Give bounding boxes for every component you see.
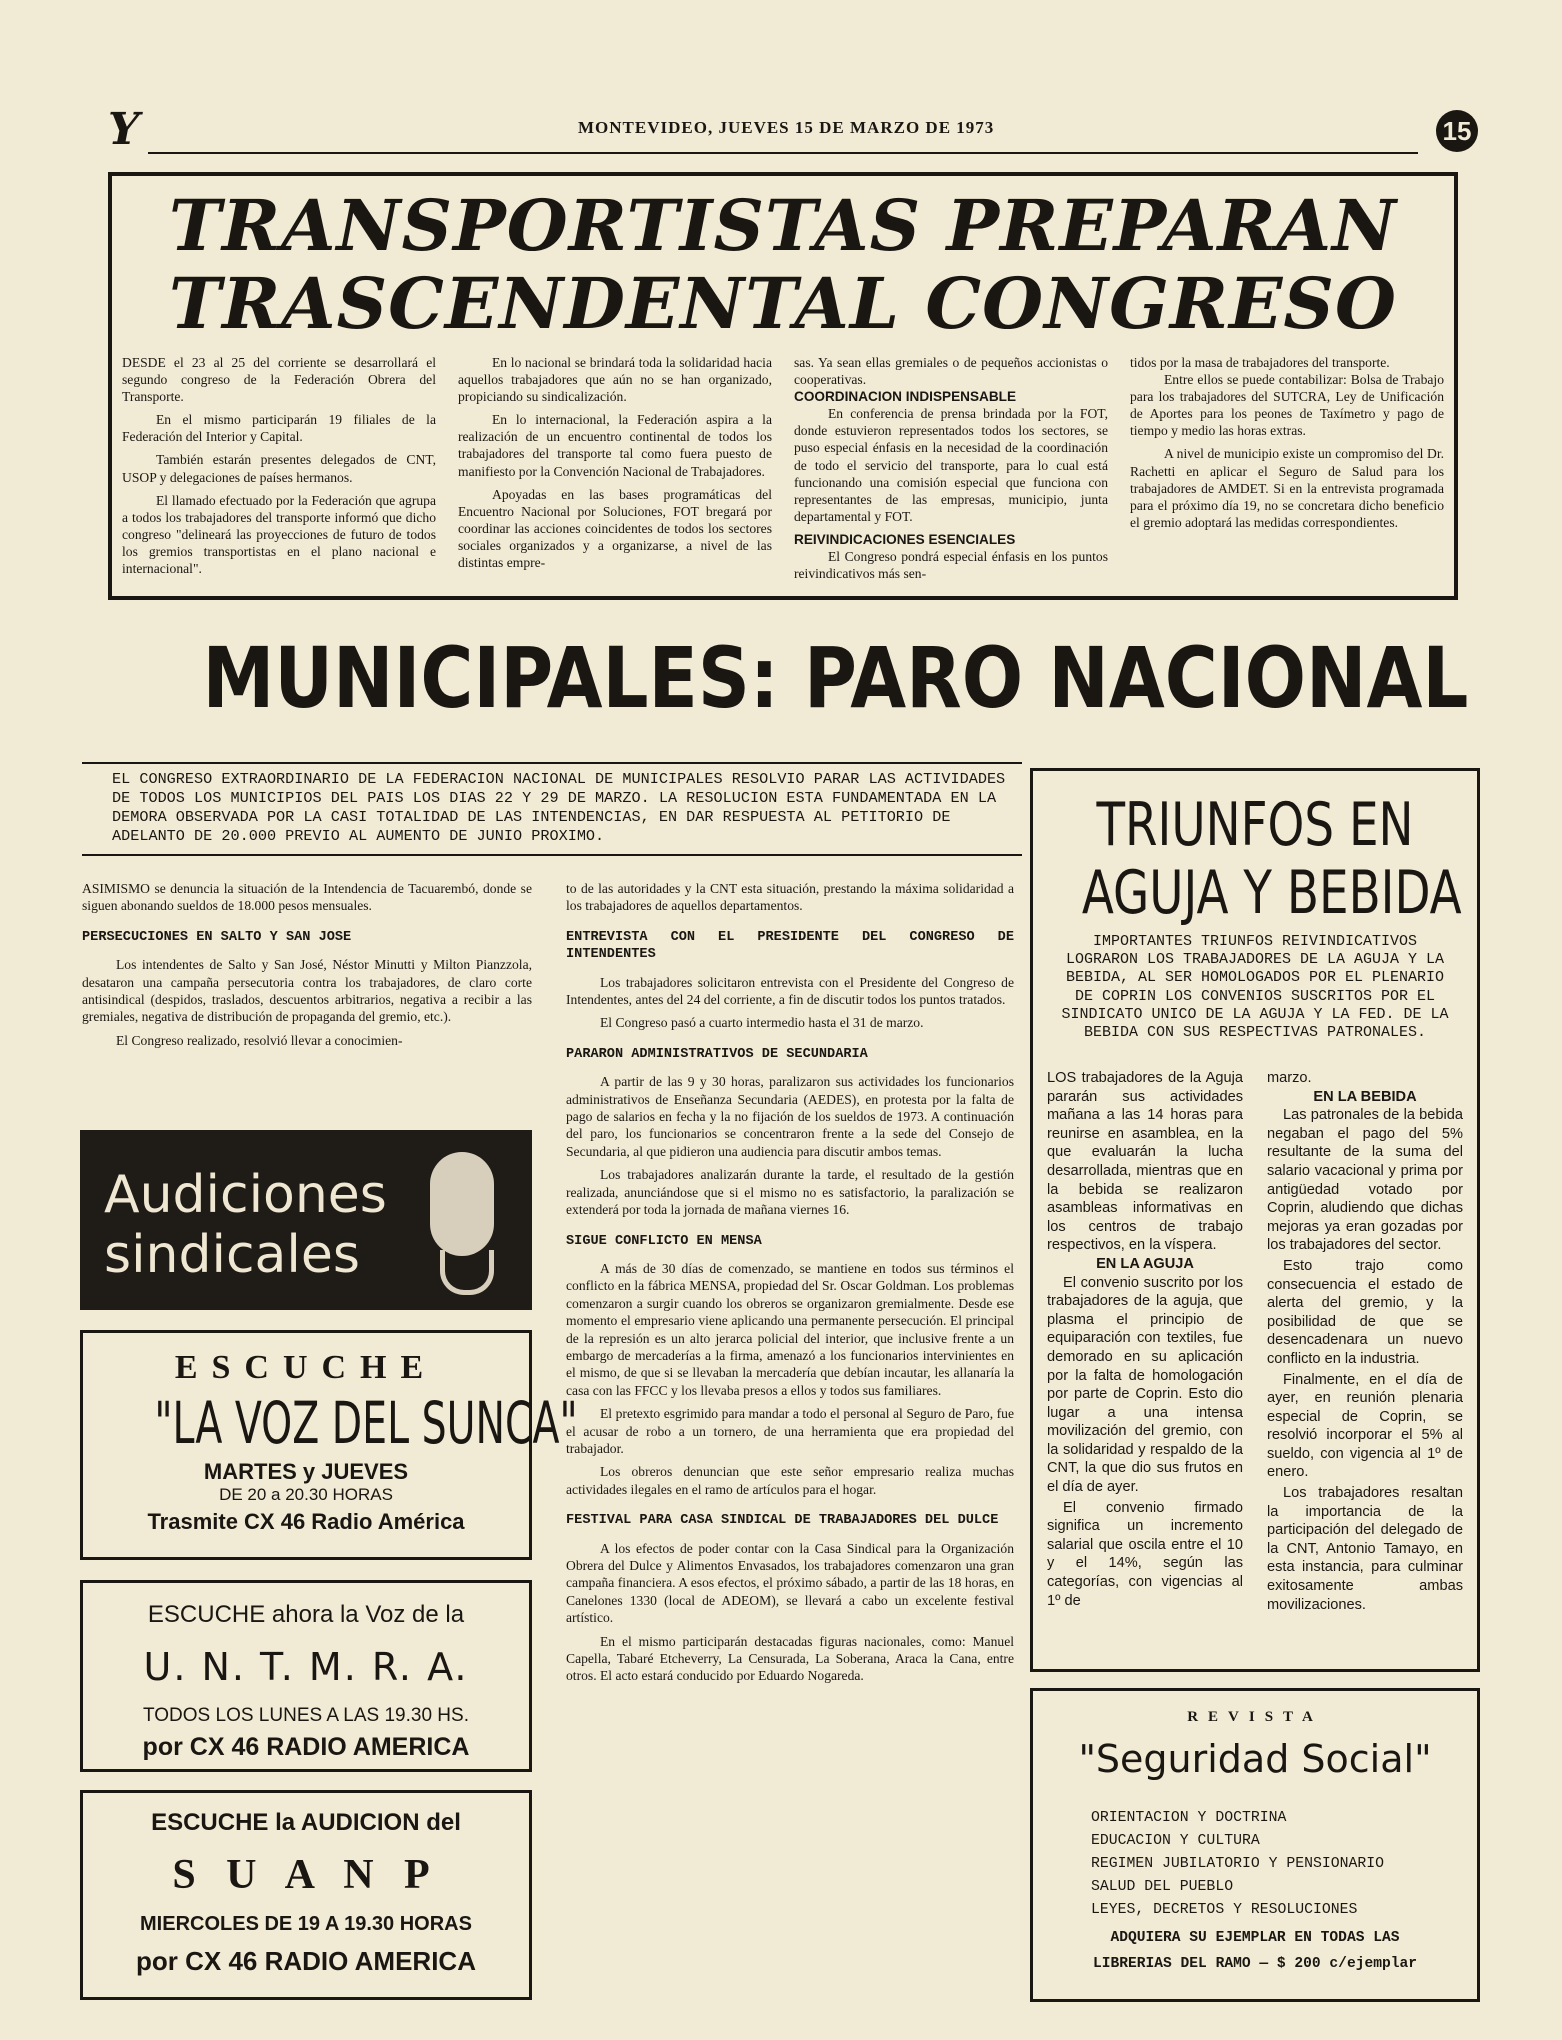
column-1 [122, 354, 436, 588]
headline-line-2: AGUJA Y BEBIDA [1081, 858, 1462, 928]
audiciones-ad [80, 1130, 532, 1310]
microphone-stand-icon [440, 1250, 494, 1295]
ad-topic: LEYES, DECRETOS Y RESOLUCIONES [1091, 1902, 1358, 1918]
subheading: COORDINACION INDISPENSABLE [794, 389, 1017, 405]
paragraph: Entre ellos se puede contabilizar: Bolsa de Trabajo para los trabajadores del SUTCRA, Ley de Unificación de Aportes para los peones de Taxímetro y pago de tiempo y medio las horas extras. [1130, 372, 1444, 439]
article-columns [122, 354, 1444, 588]
column-3 [794, 354, 1108, 588]
triunfos-article [1030, 768, 1480, 1672]
ad-line: DE 20 a 20.30 HORAS [219, 1485, 393, 1504]
triunfos-lead: IMPORTANTES TRIUNFOS REIVINDICATIVOS LOGRARON LOS TRABAJADORES DE LA AGUJA Y LA BEBIDA, AL SER HOMOLOGADOS POR EL PLENARIO DE COPRIN LOS CONVENIOS SUSCRITOS POR EL SINDICATO UNICO DE LA AGUJA Y LA FED. DE LA BEBIDA CON SUS RESPECTIVAS PATRONALES. [1061, 933, 1449, 1042]
paragraph: Los obreros denuncian que este señor empresario realiza muchas actividades ilegales en el ramo de artículos para el hogar. [566, 1464, 1014, 1497]
ad-footer-line: LIBRERIAS DEL RAMO — $ 200 c/ejemplar [1092, 1956, 1418, 1972]
article-columns [1047, 1069, 1463, 1616]
column-4 [1130, 354, 1444, 588]
paragraph: El convenio firmado significa un incremento salarial que oscila entre el 10 y el 14%, según las categorías, con vigencias al 1º de [1047, 1499, 1243, 1609]
ad-topic: SALUD DEL PUEBLO [1091, 1879, 1234, 1895]
column-2 [458, 354, 772, 588]
headline-line-1: TRIUNFOS EN [1096, 790, 1414, 860]
paragraph: Apoyadas en las bases programáticas del Encuentro Nacional por Soluciones, FOT bregará por coordinar las acciones coincidentes de todos los sectores sociales organizados y a organizarse, a nivel de las distintas empre- [458, 486, 772, 571]
ad-line: por CX 46 RADIO AMERICA [136, 1946, 476, 1976]
ad-footer [1033, 1925, 1477, 1977]
paragraph: El llamado efectuado por la Federación que agrupa a todos los trabajadores del transporte informó que dicho congreso "delineará las proyecciones de futuro de todos los gremios transportistas en el plano nacional e internacional". [122, 492, 436, 577]
ad-line: ESCUCHE [174, 1349, 438, 1386]
ad-line: Audiciones [104, 1165, 387, 1225]
ad-topic: EDUCACION Y CULTURA [1091, 1833, 1260, 1849]
paragraph: A los efectos de poder contar con la Casa Sindical para la Organización Obrera del Dulce y Alimentos Envasados, los trabajadores comenzaron una gran campaña financiera. A esos efectos, el próximo sábado, a partir de las 18 horas, en Canelones 1330 (local de ADEOM), se llevará a cabo un excelente festival artístico. [566, 1540, 1014, 1626]
ad-line: U. N. T. M. R. A. [143, 1645, 469, 1689]
paragraph: En el mismo participarán destacadas figuras nacionales, como: Manuel Capella, Tabaré Etcheverry, La Censurada, La Soberana, Araca la Cana, entre otros. El acto estará conducido por Eduardo Nogareda. [566, 1633, 1014, 1684]
paragraph: Las patronales de la bebida negaban el pago del 5% resultante de la suma del salario vacacional y prima por antigüedad votado por Coprin, aludiendo que dichas mejoras ya eran gozadas por los trabajadores del sector. [1267, 1107, 1463, 1254]
paragraph: El Congreso realizado, resolvió llevar a conocimien- [116, 1032, 403, 1048]
subheading: SIGUE CONFLICTO EN MENSA [566, 1233, 762, 1249]
ad-line: ESCUCHE la AUDICION del [151, 1809, 461, 1836]
paragraph: El pretexto esgrimido para mandar a todo el personal al Seguro de Paro, fue el acusar de robo a un tornero, de una herramienta que era propiedad del trabajador. [566, 1406, 1014, 1456]
subheading: PARARON ADMINISTRATIVOS DE SECUNDARIA [566, 1046, 868, 1062]
municipales-column-b [566, 880, 1014, 1691]
ad-footer-line: ADQUIERA SU EJEMPLAR EN TODAS LAS [1110, 1930, 1400, 1946]
ad-line: ESCUCHE ahora la Voz de la [147, 1601, 465, 1628]
paragraph: DESDE el 23 al 25 del corriente se desarrollará el segundo congreso de la Federación Obrera del Transporte. [122, 355, 436, 405]
ad-line: TODOS LOS LUNES A LAS 19.30 HS. [143, 1705, 469, 1726]
paragraph: En conferencia de prensa brindada por la FOT, donde estuvieron representados todos los sectores, se puso especial énfasis en la necesidad de la coordinación de todo el servicio del transporte, para lo cual está funcionando una comisión especial que funciona con representantes de las empresas, municipio, junta departamental y FOT. [794, 406, 1108, 524]
paragraph: Los trabajadores analizarán durante la tarde, el resultado de la gestión realizada, anunciándose que si el mismo no es satisfactorio, la paralización se extenderá por toda la jornada de mañana viernes 16. [566, 1167, 1014, 1218]
paragraph: to de las autoridades y la CNT esta situación, prestando la máxima solidaridad a los trabajadores de aquellos departamentos. [566, 881, 1014, 914]
ad-tag: REVISTA [1187, 1709, 1323, 1725]
untmra-ad [80, 1580, 532, 1772]
headline-line-2: TRASCENDENTAL CONGRESO [169, 262, 1397, 345]
ad-line: Trasmite CX 46 Radio América [147, 1509, 465, 1534]
subheading: EN LA AGUJA [1096, 1255, 1194, 1272]
paragraph: Los intendentes de Salto y San José, Néstor Minutti y Milton Pianzzola, desataron una campaña persecutoria contra los trabajadores, de claro corte antisindical (despidos, traslados, descuentos arbitrarios, negativa a recibir a las gremiales, negativa de distribución de propaganda del gremio, etc.). [82, 957, 532, 1025]
ad-title: "Seguridad Social" [1078, 1737, 1432, 1781]
dateline: MONTEVIDEO, JUEVES 15 DE MARZO DE 1973 [578, 118, 995, 137]
newspaper-logo: Y [108, 104, 140, 155]
column-2 [1267, 1069, 1463, 1616]
ad-line: sindicales [104, 1225, 360, 1285]
municipales-headline: MUNICIPALES: PARO NACIONAL [202, 629, 1469, 727]
masthead-rule [148, 152, 1418, 154]
headline-line-1: TRANSPORTISTAS PREPARAN [168, 184, 1398, 267]
paragraph: En lo internacional, la Federación aspira a la realización de un encuentro continental de todos los trabajadores del transporte tal como fuera puesto de manifiesto por la Convención Nacional de Trabajadores. [458, 412, 772, 479]
municipales-lead: EL CONGRESO EXTRAORDINARIO DE LA FEDERACION NACIONAL DE MUNICIPALES RESOLVIO PARAR LAS ACTIVIDADES DE TODOS LOS MUNICIPIOS DEL PAIS LOS DIAS 22 Y 29 DE MARZO. LA RESOLUCION ESTA FUNDAMENTADA EN LA DEMORA OBSERVADA POR LA CASI TOTALIDAD DE LAS INTENDENCIAS, EN DAR RESPUESTA AL PETITORIO DE ADELANTO DE 20.000 PREVIO AL AUMENTO DE JUNIO PROXIMO. [82, 762, 1022, 856]
ad-topics [1091, 1807, 1384, 1922]
paragraph: LOS trabajadores de la Aguja pararán sus actividades mañana a las 14 horas para reunirse en asamblea, en la que evaluarán la lucha desarrollada, mientras que en la bebida se realizaron asambleas informativas en los centros de trabajo respectivos, en la víspera. [1047, 1070, 1243, 1254]
paragraph: Finalmente, en el día de ayer, en reunión plenaria especial de Coprin, se resolvió incorporar el 5% al sueldo, con vigencia al 1º de enero. [1267, 1371, 1463, 1481]
paragraph: A nivel de municipio existe un compromiso del Dr. Rachetti en aplicar el Seguro de Salud para los trabajadores de AMDET. Si en la entrevista programada para el próximo día 19, no se concretara dicho beneficio el gremio adoptará las medidas correspondientes. [1130, 446, 1444, 530]
paragraph: En el mismo participarán 19 filiales de la Federación del Interior y Capital. [122, 412, 436, 445]
paragraph: El convenio suscrito por los trabajadores de la aguja, que plasma el principio de equiparación con textiles, fue demorado en su aplicación por la falta de homologación por parte de Coprin. Esto dio lugar a una intensa movilización del gremio, con la solidaridad y respaldo de la CNT, la que dio sus frutos en el día de ayer. [1047, 1274, 1243, 1496]
paragraph: A partir de las 9 y 30 horas, paralizaron sus actividades los funcionarios administrativos de Enseñanza Secundaria (AEDES), en protesta por la falta de pago de salarios en fecha y la no fijación de los sueldos de 1973. A continuación del paro, los funcionarios se concentraron frente a la sede del Consejo de Secundaria, al que pidieron una audiencia para discutir ambos temas. [566, 1074, 1014, 1159]
ad-line: MARTES y JUEVES [203, 1459, 409, 1484]
subheading: EN LA BEBIDA [1313, 1088, 1417, 1105]
ad-line: por CX 46 RADIO AMERICA [142, 1733, 470, 1761]
sunca-ad [80, 1330, 578, 1560]
paragraph: En lo nacional se brindará toda la solidaridad hacia aquellos trabajadores que aún no se han organizado, propiciando su sindicalización. [458, 355, 772, 405]
subheading: ENTREVISTA CON EL PRESIDENTE DEL CONGRESO DE INTENDENTES [566, 929, 1014, 963]
ad-topic: ORIENTACION Y DOCTRINA [1091, 1810, 1287, 1826]
column-1 [1047, 1069, 1243, 1616]
paragraph: marzo. [1267, 1070, 1312, 1086]
suanp-ad [80, 1790, 532, 2000]
subheading: REIVINDICACIONES ESENCIALES [794, 531, 1016, 547]
ad-line: MIERCOLES DE 19 A 19.30 HORAS [140, 1913, 472, 1935]
paragraph: El Congreso pasó a cuarto intermedio hasta el 31 de marzo. [600, 1015, 924, 1031]
subheading: FESTIVAL PARA CASA SINDICAL DE TRABAJADORES DEL DULCE [566, 1513, 999, 1529]
paragraph: Los trabajadores solicitaron entrevista con el Presidente del Congreso de Intendentes, antes del 24 del corriente, a fin de discutir todos los puntos tratados. [566, 974, 1014, 1008]
ad-line: "LA VOZ DEL SUNCA" [154, 1389, 578, 1457]
paragraph: Esto trajo como consecuencia el estado de alerta del gremio, y la posibilidad de que se desencadenara un nuevo conflicto en la industria. [1267, 1257, 1463, 1367]
paragraph: ASIMISMO se denuncia la situación de la Intendencia de Tacuarembó, donde se siguen abonando sueldos de 18.000 pesos mensuales. [82, 881, 532, 914]
masthead [108, 104, 1478, 155]
paragraph: Los trabajadores resaltan la importancia de la participación del delegado de la CNT, Antonio Tamayo, en esta instancia, para culminar exitosamente ambas movilizaciones. [1267, 1485, 1463, 1613]
paragraph: También estarán presentes delegados de CNT, USOP y delegaciones de países hermanos. [122, 452, 436, 485]
transport-article [108, 172, 1458, 600]
subheading: PERSECUCIONES EN SALTO Y SAN JOSE [82, 929, 352, 945]
microphone-icon [430, 1152, 494, 1256]
paragraph: sas. Ya sean ellas gremiales o de pequeños accionistas o cooperativas. [794, 355, 1108, 388]
paragraph: tidos por la masa de trabajadores del transporte. [1130, 355, 1390, 370]
page-number: 15 [1436, 110, 1478, 152]
ad-topic: REGIMEN JUBILATORIO Y PENSIONARIO [1091, 1856, 1385, 1872]
revista-ad [1030, 1688, 1480, 2002]
municipales-column-a [82, 880, 532, 1055]
ad-line: S U A N P [172, 1852, 440, 1898]
paragraph: A más de 30 días de comenzado, se mantiene en todos sus términos el conflicto en la fábrica MENSA, propiedad del Sr. Oscar Goldman. Los problemas comenzaron a surgir cuando los obreros se organizaron gremialmente. Desde ese momento el empresario viene aplicando una permanente persecución. El principal de la represión es un alto jerarca policial del interior, que inclusive frente a un embargo de mercaderías a la firma, amenazó a los funcionarios intervinientes en el mismo, de que si se llevaban la mercadería que debían incautar, les allanaría la casa con las FFCC y los llevaba presos a ellos y todos sus familiares. [566, 1260, 1014, 1398]
paragraph: El Congreso pondrá especial énfasis en los puntos reivindicativos más sen- [794, 549, 1108, 582]
